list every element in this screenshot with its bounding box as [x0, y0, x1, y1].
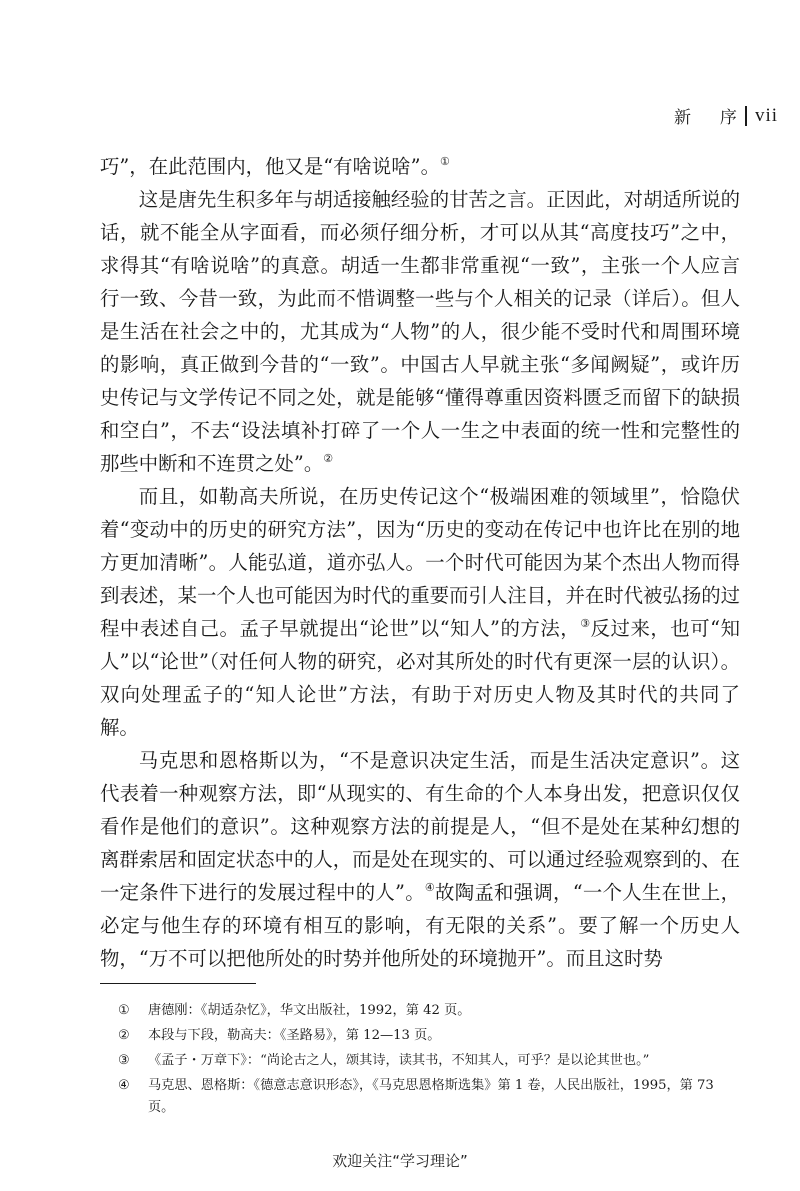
body-text [100, 150, 740, 975]
footnote-2 [118, 1025, 738, 1047]
note-ref-4[interactable]: ④ [424, 881, 436, 894]
footnote-4 [118, 1075, 738, 1119]
note-ref-3[interactable]: ③ [580, 617, 591, 630]
paragraph-2 [100, 183, 740, 480]
footnote-mark: ① [118, 1003, 130, 1018]
running-head-title: 新 序 [673, 108, 743, 128]
paragraph-4 [100, 744, 740, 975]
footnote-text: 马克思、恩格斯：《德意志意识形态》，《马克思恩格斯选集》第 1 卷，人民出版社，1995，第 73 页。 [148, 1078, 714, 1115]
paragraph-2-text: 这是唐先生积多年与胡适接触经验的甘苦之言。正因此，对胡适所说的话，就不能全从字面看，而必须仔细分析，才可以从其“高度技巧”之中，求得其“有啥说啥”的真意。胡适一生都非常重视“一致”，主张一个人应言行一致、今昔一致，为此而不惜调整一些与个人相关的记录（详后）。但人是生活在社会之中的，尤其成为“人物”的人，很少能不受时代和周围环境的影响，真正做到今昔的“一致”。中国古人早就主张“多闻阙疑”，或许历史传记与文学传记不同之处，就是能够“懂得尊重因资料匮乏而留下的缺损和空白”，不去“设法填补打碎了一个人一生之中表面的统一性和完整性的那些中断和不连贯之处”。 [100, 188, 740, 475]
footnote-rule [100, 983, 256, 984]
footnote-mark: ④ [118, 1078, 130, 1093]
footnote-mark: ③ [118, 1053, 130, 1068]
footnote-1 [118, 1000, 738, 1022]
paragraph-3 [100, 480, 740, 744]
note-ref-1[interactable]: ① [440, 155, 450, 168]
footnote-text: 本段与下段，勒高夫：《圣路易》，第 12—13 页。 [148, 1028, 441, 1043]
note-ref-2[interactable]: ② [323, 452, 334, 465]
running-head [674, 103, 778, 128]
footnote-3 [118, 1050, 738, 1072]
running-head-divider [745, 106, 747, 126]
paragraph-4-text-a: 马克思和恩格斯以为，“不是意识决定生活，而是生活决定意识”。这代表着一种观察方法，即“从现实的、有生命的个人本身出发，把意识仅仅看作是他们的意识”。这种观察方法的前提是人，“但不是处在某种幻想的离群索居和固定状态中的人，而是处在现实的、可以通过经验观察到的、在一定条件下进行的发展过程中的人”。 [100, 749, 740, 904]
footnote-text: 《孟子・万章下》：“尚论古之人，颂其诗，读其书，不知其人，可乎？是以论其世也。” [148, 1053, 650, 1068]
paragraph-3-text-a: 而且，如勒高夫所说，在历史传记这个“极端困难的领域里”，恰隐伏着“变动中的历史的研究方法”，因为“历史的变动在传记中也许比在别的地方更加清晰”。人能弘道，道亦弘人。一个时代可能因为某个杰出人物而得到表述，某一个人也可能因为时代的重要而引人注目，并在时代被弘扬的过程中表述自己。孟子早就提出“论世”以“知人”的方法， [100, 485, 740, 640]
paragraph-4-text-b: 故陶孟和强调，“一个人生在世上，必定与他生存的环境有相互的影响，有无限的关系”。要了解一个历史人物，“万不可以把他所处的时势并他所处的环境抛开”。而且这时势 [100, 881, 740, 970]
paragraph-1-text: 巧”，在此范围内，他又是“有啥说啥”。 [100, 155, 440, 178]
footnote-mark: ② [118, 1028, 130, 1043]
paragraph-1 [100, 150, 740, 183]
footnote-text: 唐德刚：《胡适杂忆》，华文出版社，1992，第 42 页。 [148, 1003, 471, 1018]
page-number: vii [754, 104, 778, 126]
bottom-banner: 欢迎关注“学习理论” [332, 1152, 468, 1170]
footnotes [118, 1000, 738, 1122]
paragraph-3-text-b: 反过来，也可“知人”以“论世”（对任何人物的研究，必对其所处的时代有更深一层的认识）。双向处理孟子的“知人论世”方法，有助于对历史人物及其时代的共同了解。 [100, 617, 740, 739]
